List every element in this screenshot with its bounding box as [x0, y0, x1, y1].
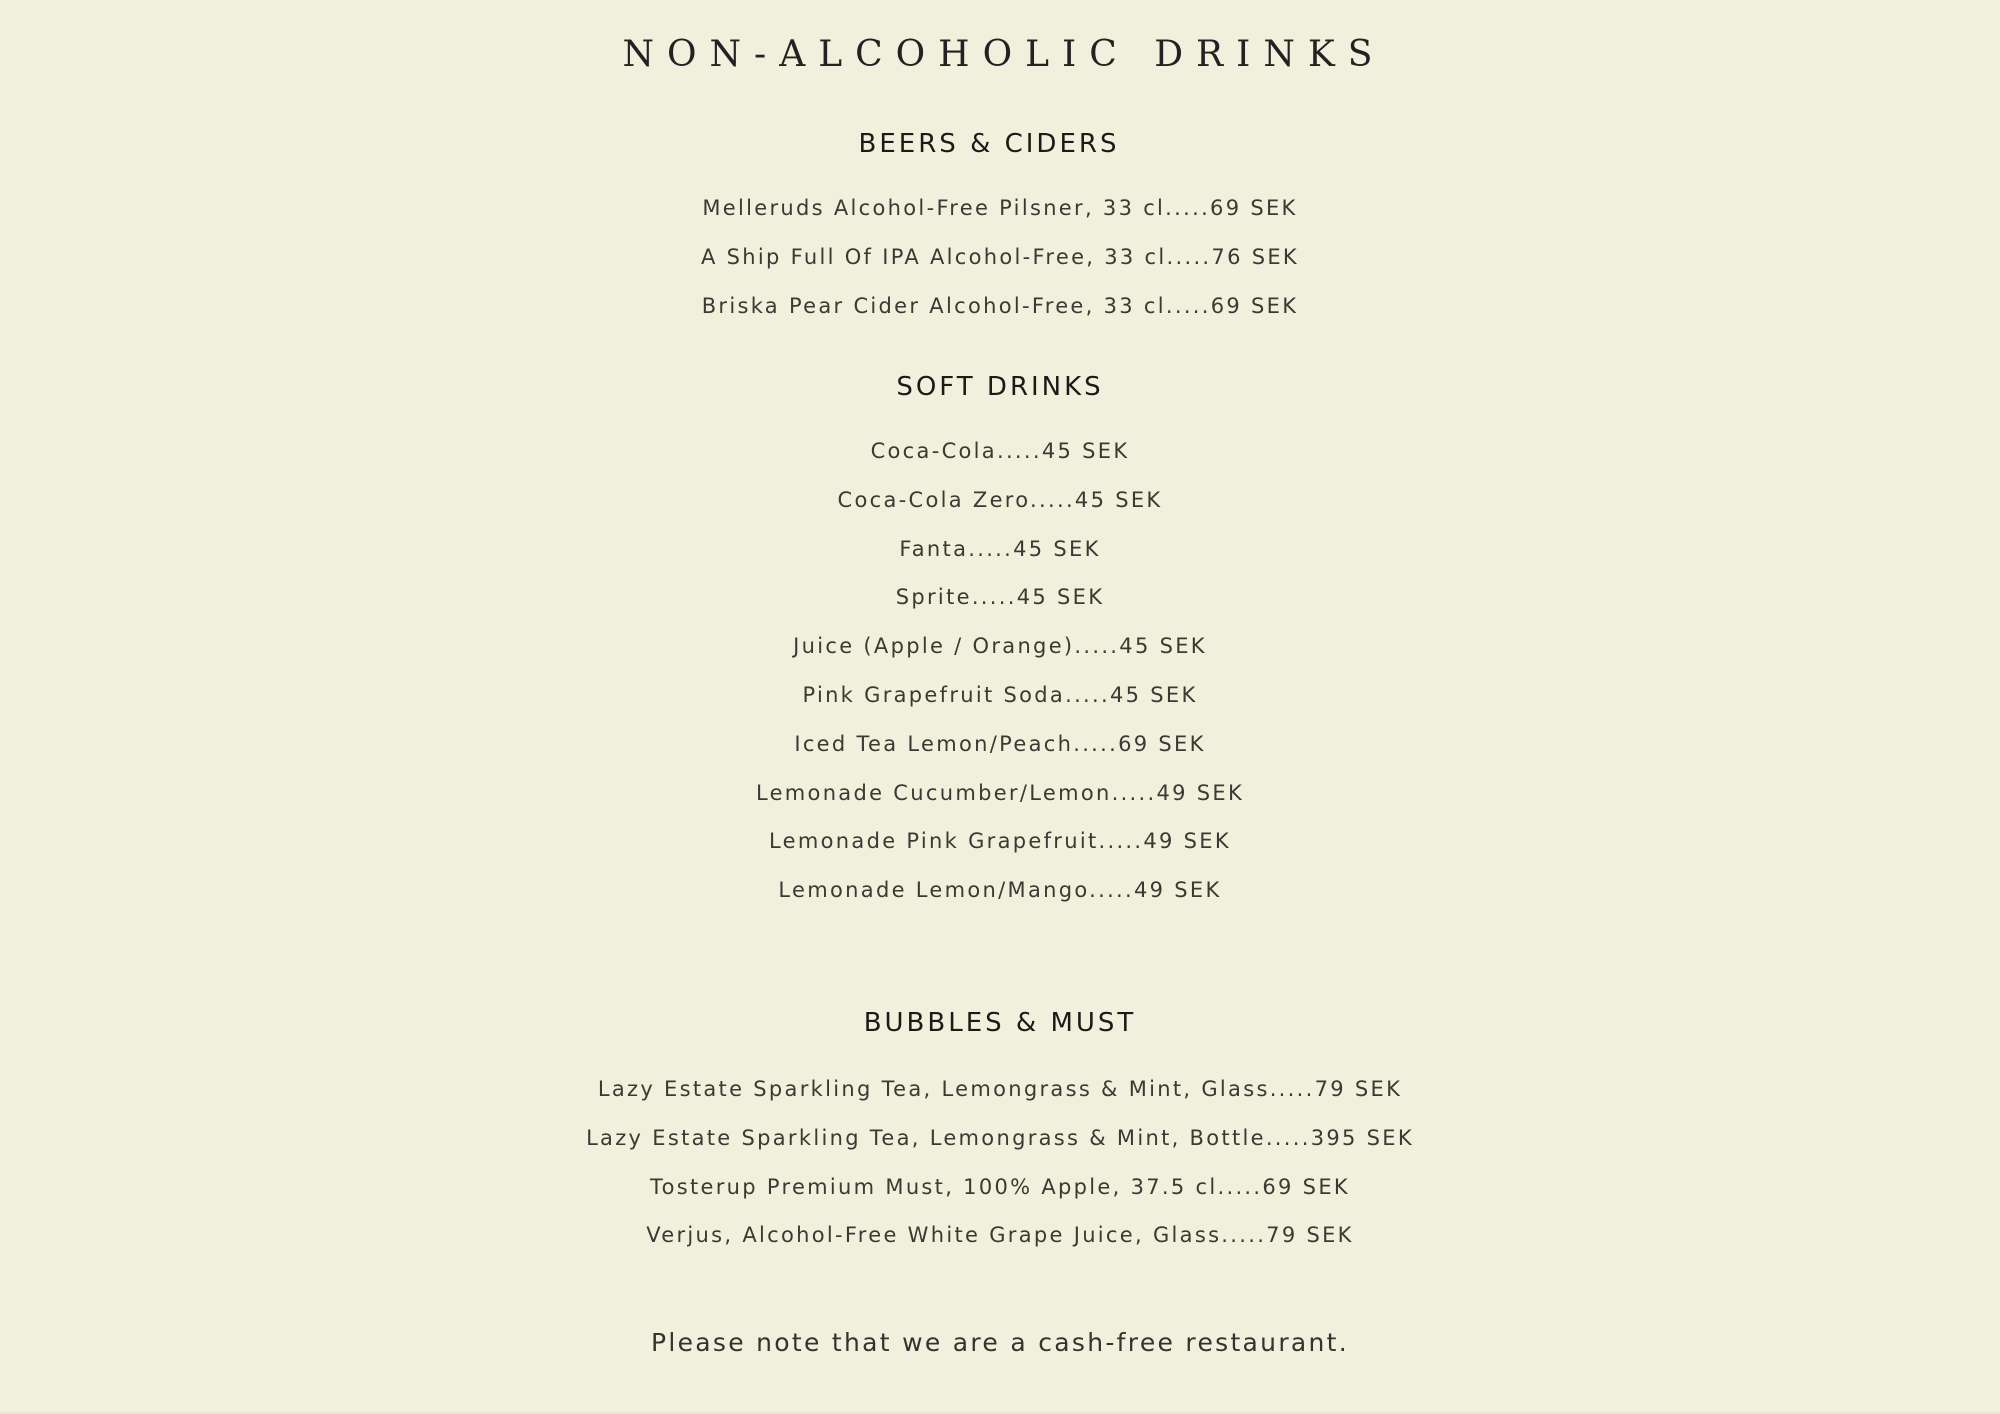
menu-item: Coca-Cola.....45 SEK — [870, 439, 1130, 463]
menu-item: Lemonade Lemon/Mango.....49 SEK — [778, 878, 1222, 903]
menu-item: Fanta.....45 SEK — [899, 536, 1101, 561]
item-list — [0, 427, 2000, 915]
menu-item: Lemonade Cucumber/Lemon.....49 SEK — [755, 780, 1245, 805]
menu-item: Verjus, Alcohol-Free White Grape Juice, Glass.....79 SEK — [646, 1223, 1354, 1248]
menu-item: Lemonade Pink Grapefruit.....49 SEK — [769, 829, 1231, 854]
menu-item: Lazy Estate Sparkling Tea, Lemongrass & Mint, Glass.....79 SEK — [597, 1077, 1403, 1101]
item-list — [0, 184, 2000, 330]
section-soft-drinks — [0, 367, 2000, 915]
menu-item: Juice (Apple / Orange).....45 SEK — [793, 634, 1207, 659]
section-heading: SOFT DRINKS — [896, 372, 1104, 402]
menu-title: NON-ALCOHOLIC DRINKS — [622, 34, 1386, 75]
menu-item: Coca-Cola Zero.....45 SEK — [837, 487, 1163, 512]
item-list — [0, 1065, 2000, 1260]
menu-item: Briska Pear Cider Alcohol-Free, 33 cl.....69 SEK — [701, 293, 1299, 318]
menu-item: Iced Tea Lemon/Peach.....69 SEK — [794, 731, 1206, 756]
menu-item: Sprite.....45 SEK — [895, 585, 1105, 610]
menu-item: Pink Grapefruit Soda.....45 SEK — [802, 682, 1198, 707]
section-beers-ciders — [0, 124, 2000, 330]
section-heading: BUBBLES & MUST — [863, 1008, 1137, 1038]
section-bubbles-must — [0, 1003, 2000, 1260]
menu-item: Tosterup Premium Must, 100% Apple, 37.5 cl.....69 SEK — [650, 1174, 1350, 1199]
section-heading: BEERS & CIDERS — [858, 129, 1120, 159]
cash-free-notice: Please note that we are a cash-free restaurant. — [650, 1328, 1350, 1357]
menu-item: Lazy Estate Sparkling Tea, Lemongrass & Mint, Bottle.....395 SEK — [586, 1125, 1414, 1150]
menu-item: A Ship Full Of IPA Alcohol-Free, 33 cl.....76 SEK — [701, 244, 1299, 269]
menu-item: Melleruds Alcohol-Free Pilsner, 33 cl.....69 SEK — [702, 196, 1298, 220]
